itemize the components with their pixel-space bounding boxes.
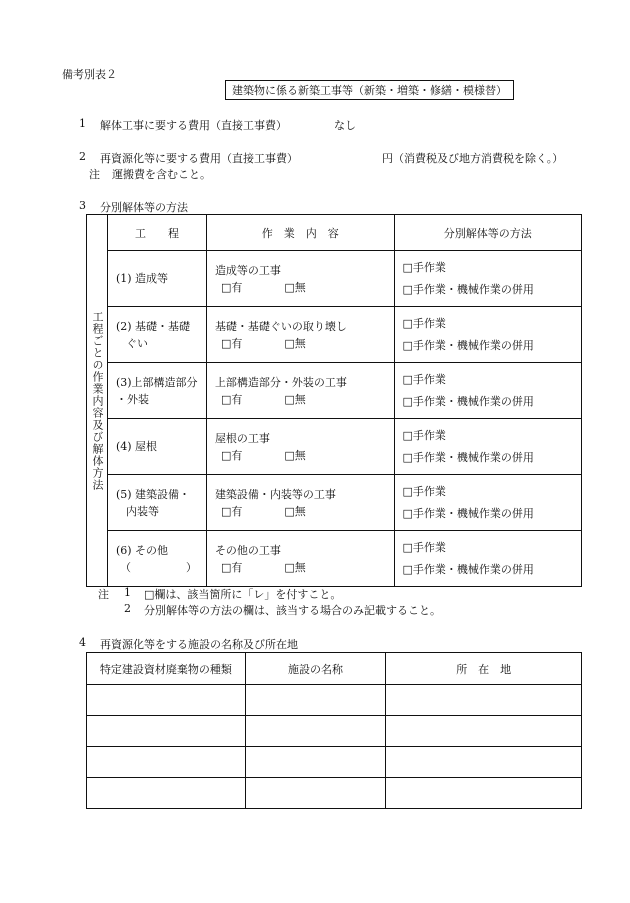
work-name: その他の工事: [214, 543, 281, 557]
none-checkbox[interactable]: □無: [284, 504, 306, 518]
table-header-row: [87, 653, 582, 685]
item2-number: 2: [79, 150, 86, 163]
table-row: [87, 475, 582, 531]
item3-note1: □欄は、該当箇所に「レ」を付すこと。: [144, 588, 342, 601]
process-name-cont: （ ）: [119, 560, 197, 574]
work-name: 上部構造部分・外装の工事: [214, 375, 347, 389]
none-checkbox[interactable]: □無: [284, 280, 306, 294]
header-process: 工 程: [107, 215, 206, 251]
facility-name-cell[interactable]: [245, 747, 386, 778]
table-row: [87, 363, 582, 419]
none-checkbox[interactable]: □無: [284, 448, 306, 462]
manual-machine-checkbox[interactable]: □手作業・機械作業の併用: [402, 282, 534, 296]
manual-machine-checkbox[interactable]: □手作業・機械作業の併用: [402, 506, 534, 520]
work-cell: [206, 531, 394, 587]
demolition-method-table: [86, 214, 582, 587]
manual-checkbox[interactable]: □手作業: [402, 316, 446, 330]
process-name: (5) 建築設備・: [115, 487, 191, 501]
item1-value: なし: [334, 119, 356, 132]
process-cell: [107, 307, 206, 363]
header-method: 分別解体等の方法: [394, 215, 582, 251]
header-location: 所 在 地: [386, 653, 582, 685]
process-name: (3)上部構造部分: [115, 375, 198, 389]
table-header-row: [87, 215, 582, 251]
process-cell: [107, 419, 206, 475]
table-row: [87, 747, 582, 778]
work-name: 造成等の工事: [214, 263, 281, 277]
work-name: 屋根の工事: [214, 431, 270, 445]
manual-checkbox[interactable]: □手作業: [402, 540, 446, 554]
process-name: (2) 基礎・基礎: [115, 319, 191, 333]
item3-note1-number: 1: [124, 586, 131, 599]
method-cell: [394, 531, 582, 587]
work-cell: [206, 251, 394, 307]
process-cell: [107, 363, 206, 419]
document-ref-label: 備考別表２: [62, 68, 117, 81]
has-checkbox[interactable]: □有: [220, 336, 243, 350]
waste-type-cell[interactable]: [87, 778, 246, 809]
location-cell[interactable]: [386, 747, 582, 778]
none-checkbox[interactable]: □無: [284, 336, 306, 350]
item2-unit: 円（消費税及び地方消費税を除く。）: [382, 152, 564, 165]
waste-type-cell[interactable]: [87, 716, 246, 747]
item4-label: 再資源化等をする施設の名称及び所在地: [100, 638, 298, 651]
side-label-cell: [87, 215, 108, 587]
table-row: [87, 251, 582, 307]
process-name-cont: ぐい: [125, 336, 148, 350]
process-name: (6) その他: [115, 543, 169, 557]
manual-checkbox[interactable]: □手作業: [402, 372, 446, 386]
process-name: (4) 屋根: [115, 440, 158, 453]
manual-checkbox[interactable]: □手作業: [402, 260, 446, 274]
method-cell: [394, 363, 582, 419]
location-cell[interactable]: [386, 685, 582, 716]
table-row: [87, 419, 582, 475]
has-checkbox[interactable]: □有: [220, 560, 243, 574]
location-cell[interactable]: [386, 716, 582, 747]
process-cell: [107, 531, 206, 587]
item2-note: 運搬費を含むこと。: [112, 168, 211, 181]
facility-name-cell[interactable]: [245, 685, 386, 716]
table-row: [87, 685, 582, 716]
manual-checkbox[interactable]: □手作業: [402, 484, 446, 498]
work-cell: [206, 419, 394, 475]
method-cell: [394, 251, 582, 307]
table-row: [87, 531, 582, 587]
manual-machine-checkbox[interactable]: □手作業・機械作業の併用: [402, 394, 534, 408]
has-checkbox[interactable]: □有: [220, 280, 243, 294]
table-row: [87, 778, 582, 809]
item2-note-label: 注: [89, 168, 100, 181]
waste-type-cell[interactable]: [87, 685, 246, 716]
manual-machine-checkbox[interactable]: □手作業・機械作業の併用: [402, 562, 534, 576]
header-work: 作 業 内 容: [206, 215, 394, 251]
item4-number: 4: [79, 636, 86, 649]
none-checkbox[interactable]: □無: [284, 560, 306, 574]
table-row: [87, 307, 582, 363]
process-name-cont: ・外装: [115, 392, 149, 406]
item3-number: 3: [79, 199, 86, 212]
waste-type-cell[interactable]: [87, 747, 246, 778]
item1-label: 解体工事に要する費用（直接工事費）: [100, 119, 287, 132]
recycling-facility-table: [86, 652, 582, 809]
manual-machine-checkbox[interactable]: □手作業・機械作業の併用: [402, 338, 534, 352]
has-checkbox[interactable]: □有: [220, 448, 243, 462]
header-waste-type: 特定建設資材廃棄物の種類: [87, 653, 246, 685]
item2-label: 再資源化等に要する費用（直接工事費）: [100, 152, 298, 165]
side-label: 工程ごとの作業内容及び解体方法: [90, 310, 104, 491]
process-name-cont: 内装等: [125, 504, 159, 518]
document-title: 建築物に係る新築工事等（新築・増築・修繕・模様替）: [225, 80, 514, 100]
work-name: 基礎・基礎ぐいの取り壊し: [214, 319, 347, 333]
item3-note2: 分別解体等の方法の欄は、該当する場合のみ記載すること。: [144, 604, 441, 617]
has-checkbox[interactable]: □有: [220, 504, 243, 518]
work-name: 建築設備・内装等の工事: [214, 487, 336, 501]
work-cell: [206, 475, 394, 531]
method-cell: [394, 419, 582, 475]
work-cell: [206, 307, 394, 363]
none-checkbox[interactable]: □無: [284, 392, 306, 406]
item3-label: 分別解体等の方法: [100, 201, 188, 214]
item3-note2-number: 2: [124, 602, 131, 615]
process-cell: [107, 475, 206, 531]
manual-machine-checkbox[interactable]: □手作業・機械作業の併用: [402, 450, 534, 464]
facility-name-cell[interactable]: [245, 716, 386, 747]
facility-name-cell[interactable]: [245, 778, 386, 809]
work-cell: [206, 363, 394, 419]
header-facility-name: 施設の名称: [245, 653, 386, 685]
item3-note-label: 注: [98, 588, 109, 601]
location-cell[interactable]: [386, 778, 582, 809]
has-checkbox[interactable]: □有: [220, 392, 243, 406]
item1-number: 1: [79, 117, 86, 130]
table-row: [87, 716, 582, 747]
manual-checkbox[interactable]: □手作業: [402, 428, 446, 442]
method-cell: [394, 475, 582, 531]
process-name: (1) 造成等: [115, 272, 169, 285]
process-cell: [107, 251, 206, 307]
method-cell: [394, 307, 582, 363]
